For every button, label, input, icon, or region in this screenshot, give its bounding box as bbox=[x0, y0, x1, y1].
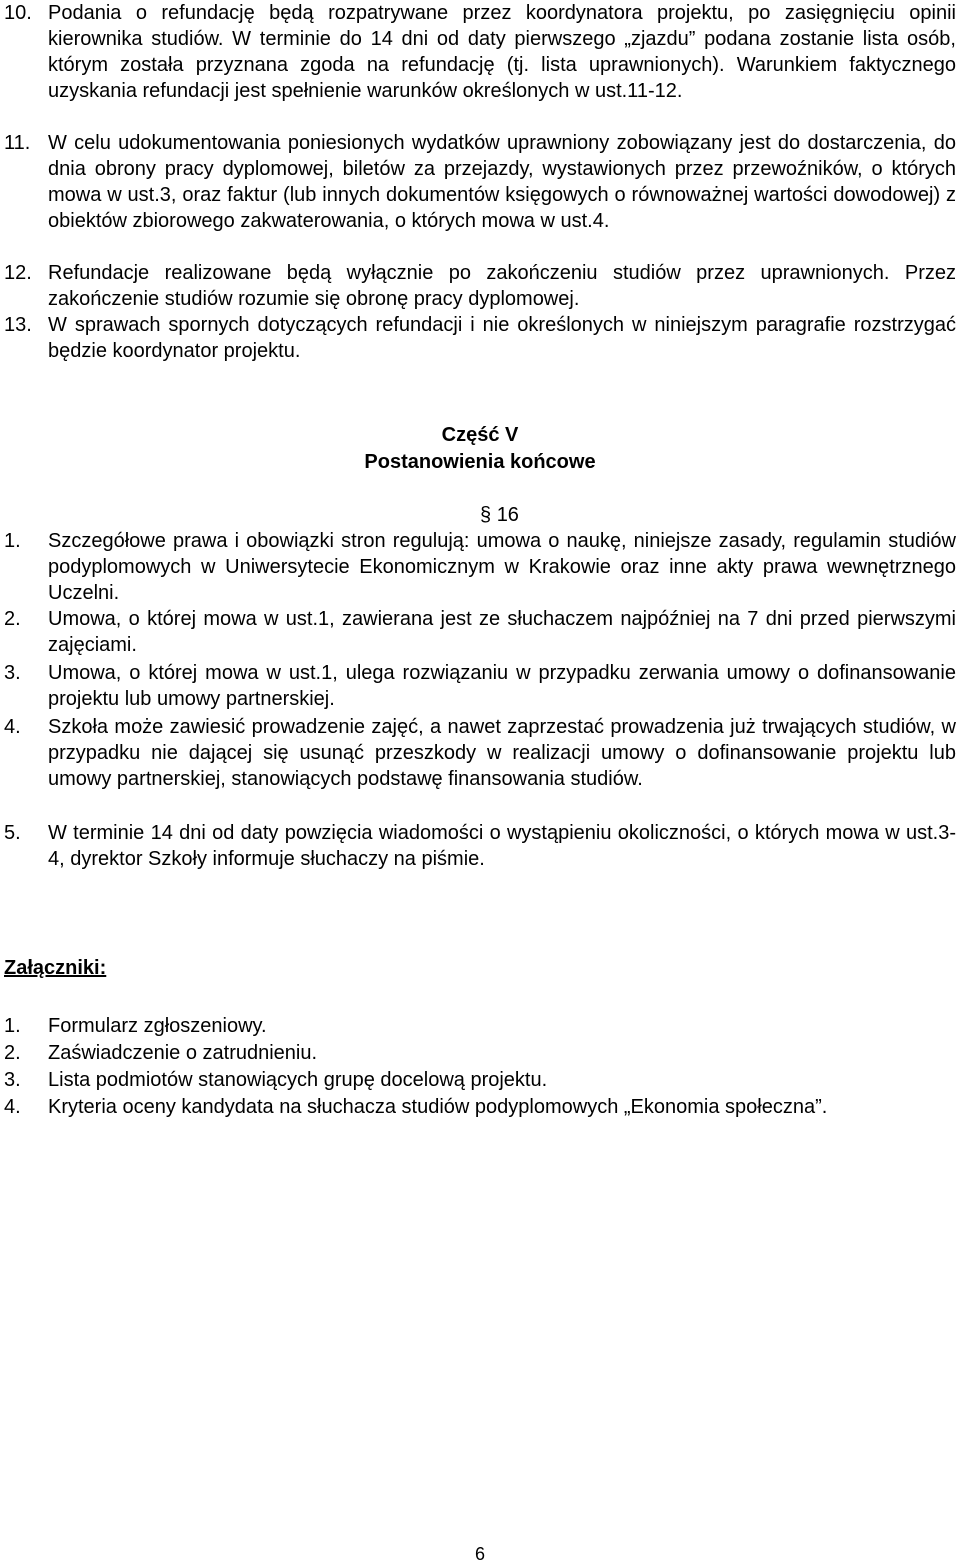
item-text: Podania o refundację będą rozpatrywane przez koordynatora projektu, po zasięgnięciu opinii kierownika studiów. W terminie do 14 dni od daty pierwszego „zjazdu” podana zostanie lista osób, którym została przyznana zgoda na refundację (tj. lista uprawnionych). Warunkiem faktycznego uzyskania refundacji jest spełnienie warunków określonych w ust.11-12. bbox=[48, 2, 956, 102]
item-text: Szkoła może zawiesić prowadzenie zajęć, a nawet zaprzestać prowadzenia już trwających studiów, w przypadku nie dającej się usunąć przeszkody w realizacji umowy o dofinansowanie projektu lub umowy partnerskiej, stanowiących podstawę finansowania studiów. bbox=[48, 716, 956, 790]
item-text: Zaświadczenie o zatrudnieniu. bbox=[48, 1042, 318, 1064]
item-text: W sprawach spornych dotyczących refundacji i nie określonych w niniejszym paragrafie rozstrzygać będzie koordynator projektu. bbox=[48, 314, 956, 362]
attachment-item bbox=[4, 1067, 956, 1093]
section-title: Postanowienia końcowe bbox=[364, 451, 596, 473]
list-item bbox=[4, 130, 956, 234]
item-text: Lista podmiotów stanowiących grupę docelową projektu. bbox=[48, 1069, 548, 1091]
item-number: 12. bbox=[4, 262, 32, 284]
list-item bbox=[4, 714, 956, 792]
section-sign-icon: § bbox=[480, 504, 492, 526]
item-number: 10. bbox=[4, 2, 32, 24]
item-number: 5. bbox=[4, 822, 21, 844]
attachment-item bbox=[4, 1040, 956, 1066]
item-number: 11. bbox=[4, 132, 31, 154]
attachments-heading: Załączniki: bbox=[4, 957, 107, 979]
list-item bbox=[4, 0, 956, 104]
item-text: W celu udokumentowania poniesionych wydatków uprawniony zobowiązany jest do dostarczenia, do dnia obrony pracy dyplomowej, biletów za przejazdy, wystawionych przez przewoźników, o których mowa w ust.3, oraz faktur (lub innych dokumentów księgowych o równoważnej wartości dowodowej) z obiektów zbiorowego zakwaterowania, o których mowa w ust.4. bbox=[48, 132, 956, 232]
item-text: Umowa, o której mowa w ust.1, ulega rozwiązaniu w przypadku zerwania umowy o dofinansowanie projektu lub umowy partnerskiej. bbox=[48, 662, 956, 710]
list-item bbox=[4, 312, 956, 364]
item-number: 3. bbox=[4, 1069, 21, 1091]
item-number: 2. bbox=[4, 1042, 21, 1064]
item-text: Szczegółowe prawa i obowiązki stron regulują: umowa o naukę, niniejsze zasady, regulamin studiów podyplomowych w Uniwersytecie Ekonomicznym w Krakowie oraz inne akty prawa wewnętrznego Uczelni. bbox=[48, 530, 956, 604]
list-item bbox=[4, 660, 956, 712]
list-item bbox=[4, 528, 956, 606]
attachment-item bbox=[4, 1094, 956, 1120]
part-heading: Część V bbox=[441, 424, 519, 446]
item-text: Refundacje realizowane będą wyłącznie po zakończeniu studiów przez uprawnionych. Przez zakończenie studiów rozumie się obronę pracy dyplomowej. bbox=[48, 262, 956, 310]
attachment-item bbox=[4, 1013, 956, 1039]
item-number: 2. bbox=[4, 608, 21, 630]
item-number: 4. bbox=[4, 716, 21, 738]
item-number: 3. bbox=[4, 662, 21, 684]
item-text: W terminie 14 dni od daty powzięcia wiadomości o wystąpieniu okoliczności, o których mowa w ust.3-4, dyrektor Szkoły informuje słuchaczy na piśmie. bbox=[48, 822, 956, 870]
item-number: 1. bbox=[4, 530, 21, 552]
list-item bbox=[4, 606, 956, 658]
item-number: 13. bbox=[4, 314, 32, 336]
item-number: 1. bbox=[4, 1015, 21, 1037]
item-text: Kryteria oceny kandydata na słuchacza studiów podyplomowych „Ekonomia społeczna”. bbox=[48, 1096, 828, 1118]
list-item bbox=[4, 260, 956, 312]
page-number: 6 bbox=[474, 1544, 485, 1564]
list-item bbox=[4, 820, 956, 872]
section-number-value: 16 bbox=[496, 504, 519, 526]
item-text: Umowa, o której mowa w ust.1, zawierana jest ze słuchaczem najpóźniej na 7 dni przed pierwszymi zajęciami. bbox=[48, 608, 956, 656]
item-number: 4. bbox=[4, 1096, 21, 1118]
section-number bbox=[480, 502, 519, 528]
item-text: Formularz zgłoszeniowy. bbox=[48, 1015, 267, 1037]
